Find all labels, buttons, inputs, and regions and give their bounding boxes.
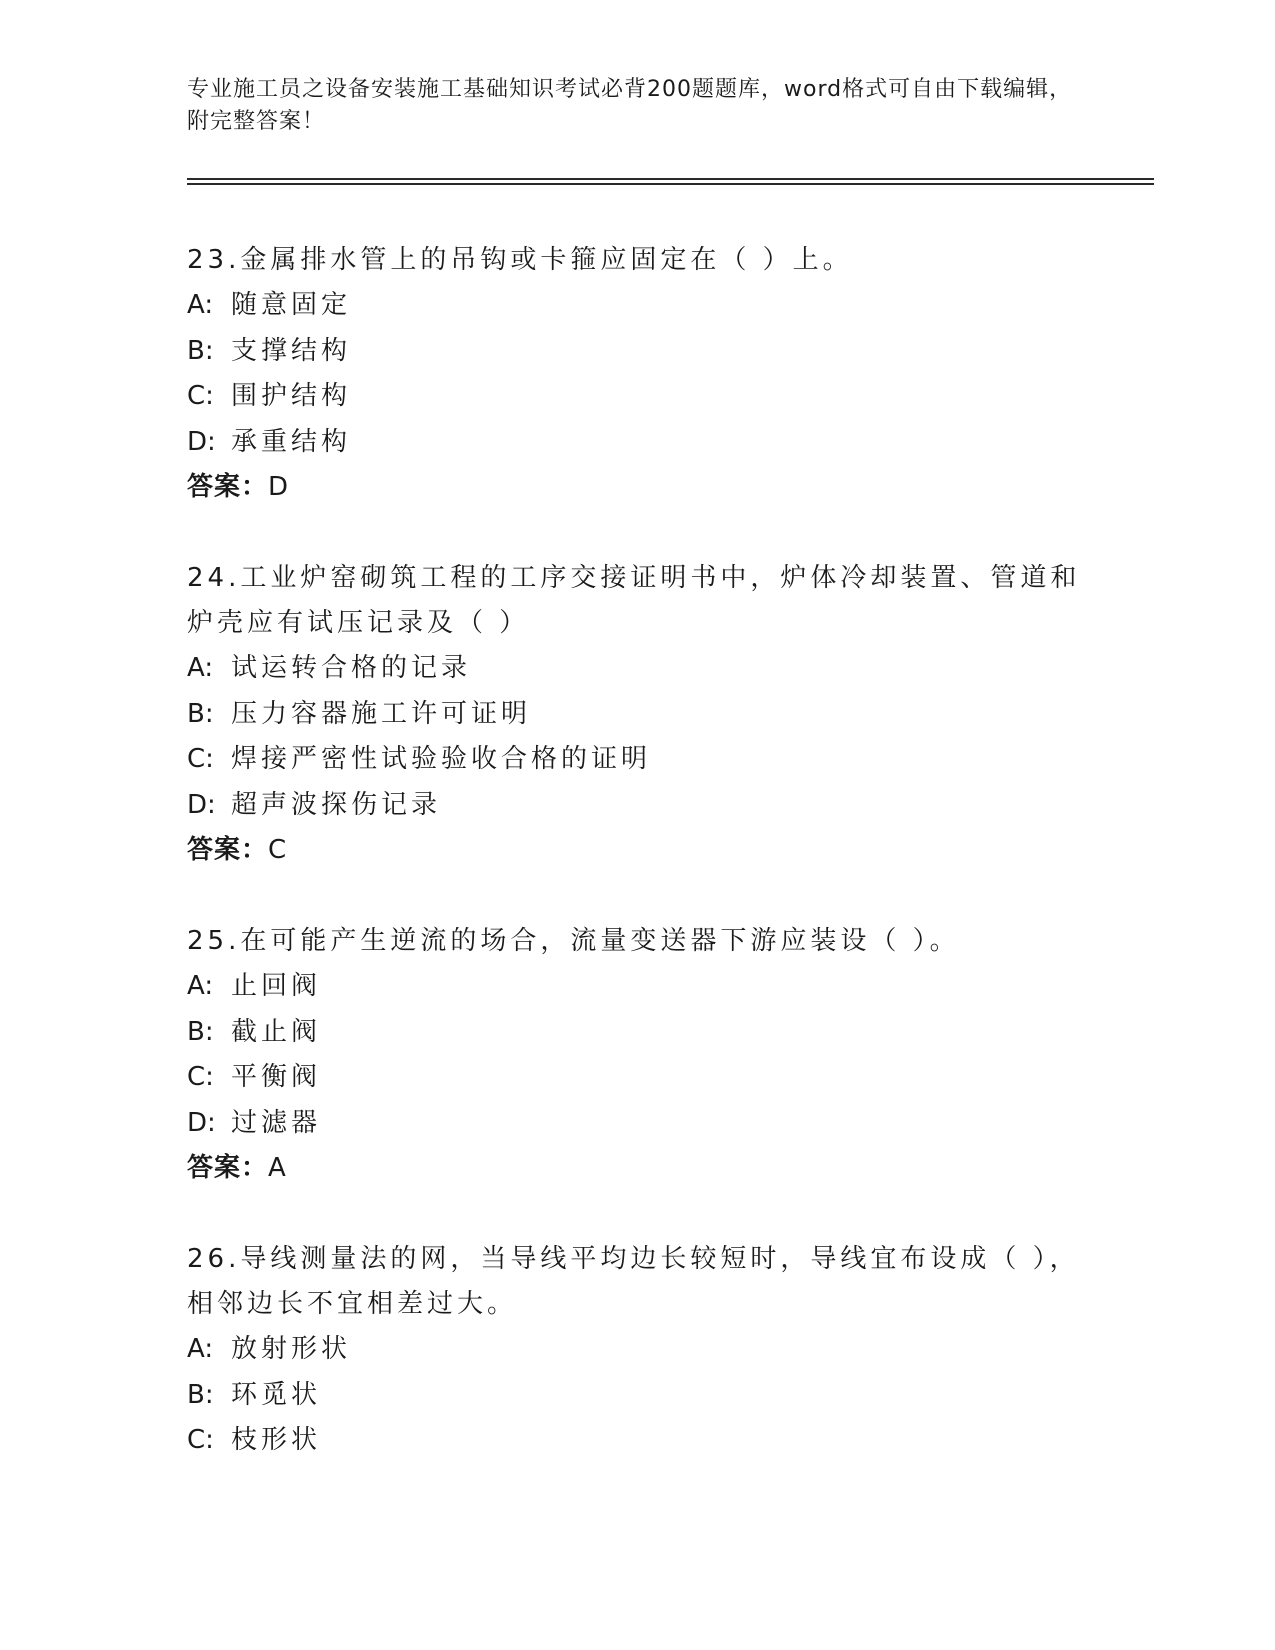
option-a (187, 646, 1087, 692)
option-letter: D: (187, 426, 216, 457)
answer-label: 答案： (187, 472, 269, 502)
option-text: 支撑结构 (231, 335, 352, 366)
question-text: 24.工业炉窑砌筑工程的工序交接证明书中，炉体冷却装置、管道和炉壳应有试压记录及（ ） (187, 563, 1081, 638)
option-letter: B: (187, 335, 214, 366)
header-title: 专业施工员之设备安装施工基础知识考试必背200题题库，word格式可自由下载编辑，附完整答案！ (187, 77, 1073, 134)
option-text: 截止阀 (231, 1016, 322, 1047)
option-text: 承重结构 (231, 426, 352, 457)
option-text: 环觅状 (231, 1379, 322, 1410)
option-text: 枝形状 (231, 1425, 322, 1455)
option-text: 过滤器 (231, 1107, 322, 1138)
answer-line (187, 1146, 1087, 1191)
option-text: 试运转合格的记录 (231, 653, 472, 683)
document-header (187, 74, 1087, 138)
answer-label: 答案： (187, 1153, 269, 1183)
option-a (187, 1327, 1087, 1373)
option-b (187, 1373, 1087, 1419)
question-26 (187, 1237, 1087, 1464)
option-letter: B: (187, 698, 214, 729)
question-list (187, 238, 1087, 1510)
option-text: 平衡阀 (231, 1062, 322, 1092)
option-c (187, 374, 1087, 420)
option-text: 随意固定 (231, 290, 352, 320)
option-letter: C: (187, 1425, 214, 1455)
option-d (187, 420, 1087, 466)
option-letter: D: (187, 1107, 216, 1138)
option-text: 压力容器施工许可证明 (231, 698, 532, 729)
question-24 (187, 556, 1087, 873)
question-23 (187, 238, 1087, 510)
option-letter: A: (187, 290, 214, 320)
option-letter: A: (187, 653, 214, 683)
option-b (187, 692, 1087, 738)
option-c (187, 1055, 1087, 1101)
option-text: 超声波探伤记录 (231, 789, 442, 820)
option-c (187, 1418, 1087, 1464)
header-divider-top (187, 178, 1154, 180)
option-d (187, 1101, 1087, 1147)
question-25 (187, 919, 1087, 1191)
answer-line (187, 828, 1087, 873)
option-letter: C: (187, 744, 214, 774)
option-letter: C: (187, 1062, 214, 1092)
answer-value: C (268, 835, 288, 865)
option-a (187, 283, 1087, 329)
option-text: 焊接严密性试验验收合格的证明 (231, 744, 652, 774)
header-divider-bottom (187, 183, 1154, 185)
option-b (187, 329, 1087, 375)
option-letter: B: (187, 1016, 214, 1047)
answer-value: A (268, 1153, 287, 1183)
option-b (187, 1010, 1087, 1056)
option-d (187, 783, 1087, 829)
option-letter: A: (187, 971, 214, 1001)
option-text: 放射形状 (231, 1334, 352, 1364)
option-letter: C: (187, 381, 214, 411)
answer-line (187, 465, 1087, 510)
option-letter: B: (187, 1379, 214, 1410)
answer-value: D (268, 472, 290, 502)
option-text: 止回阀 (231, 971, 322, 1001)
question-text: 26.导线测量法的网，当导线平均边长较短时，导线宜布设成（ ），相邻边长不宜相差过大。 (187, 1244, 1080, 1319)
option-c (187, 737, 1087, 783)
option-letter: D: (187, 789, 216, 820)
option-letter: A: (187, 1334, 214, 1364)
option-a (187, 964, 1087, 1010)
answer-label: 答案： (187, 835, 269, 865)
option-text: 围护结构 (231, 381, 352, 411)
question-text: 23.金属排水管上的吊钩或卡箍应固定在（ ）上。 (187, 245, 853, 275)
question-text: 25.在可能产生逆流的场合，流量变送器下游应装设（ ）。 (187, 926, 960, 956)
